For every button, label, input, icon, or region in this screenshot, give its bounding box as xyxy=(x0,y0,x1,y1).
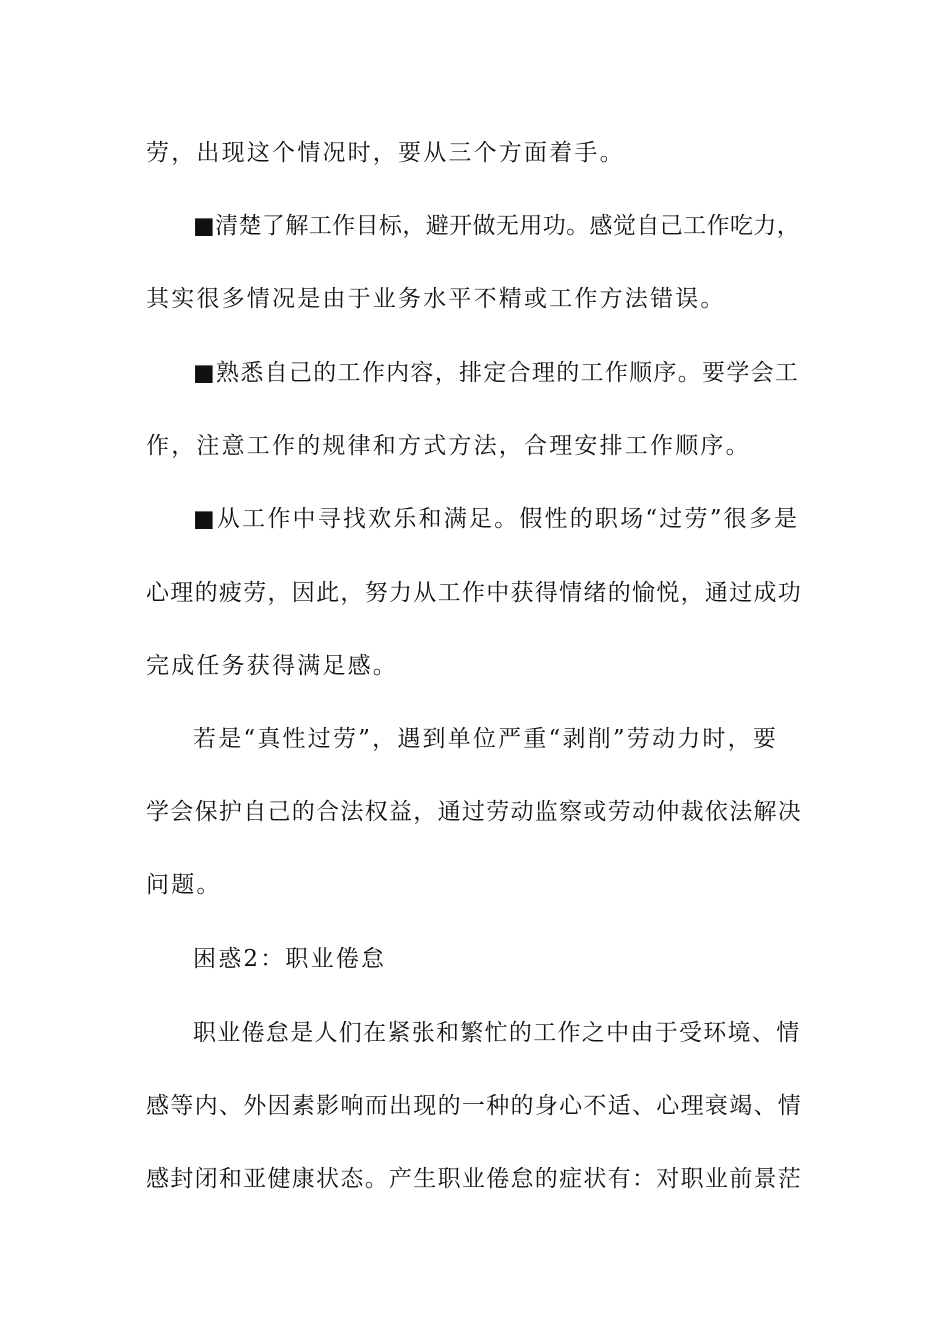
text-line-8: 完成任务获得满足感。 xyxy=(146,653,398,679)
text-line-3: 其实很多情况是由于业务水平不精或工作方法错误。 xyxy=(146,286,726,312)
text-line-14: 感等内、外因素影响而出现的一种的身心不适、心理衰竭、情 xyxy=(146,1093,803,1119)
section-heading: 困惑2：职业倦怠 xyxy=(193,946,387,972)
text-line-10: 学会保护自己的合法权益，通过劳动监察或劳动仲裁依法解决 xyxy=(146,799,803,825)
text-line-15: 感封闭和亚健康状态。产生职业倦怠的症状有：对职业前景茫 xyxy=(146,1166,803,1192)
text-line-1: 劳，出现这个情况时，要从三个方面着手。 xyxy=(146,140,625,166)
bullet-point-3: ■从工作中寻找欢乐和满足。假性的职场“过劳”很多是 xyxy=(193,506,800,532)
text-line-7: 心理的疲劳，因此，努力从工作中获得情绪的愉悦，通过成功 xyxy=(146,580,803,606)
text-line-11: 问题。 xyxy=(146,872,222,898)
bullet-point-1: ■清楚了解工作目标，避开做无用功。感觉自己工作吃力， xyxy=(193,213,801,239)
text-line-5: 作，注意工作的规律和方式方法，合理安排工作顺序。 xyxy=(146,433,751,459)
bullet-point-2: ■熟悉自己的工作内容，排定合理的工作顺序。要学会工 xyxy=(193,360,800,386)
paragraph-true-overwork: 若是“真性过劳”，遇到单位严重“剥削”劳动力时，要 xyxy=(193,726,779,752)
paragraph-burnout: 职业倦怠是人们在紧张和繁忙的工作之中由于受环境、情 xyxy=(193,1020,801,1046)
